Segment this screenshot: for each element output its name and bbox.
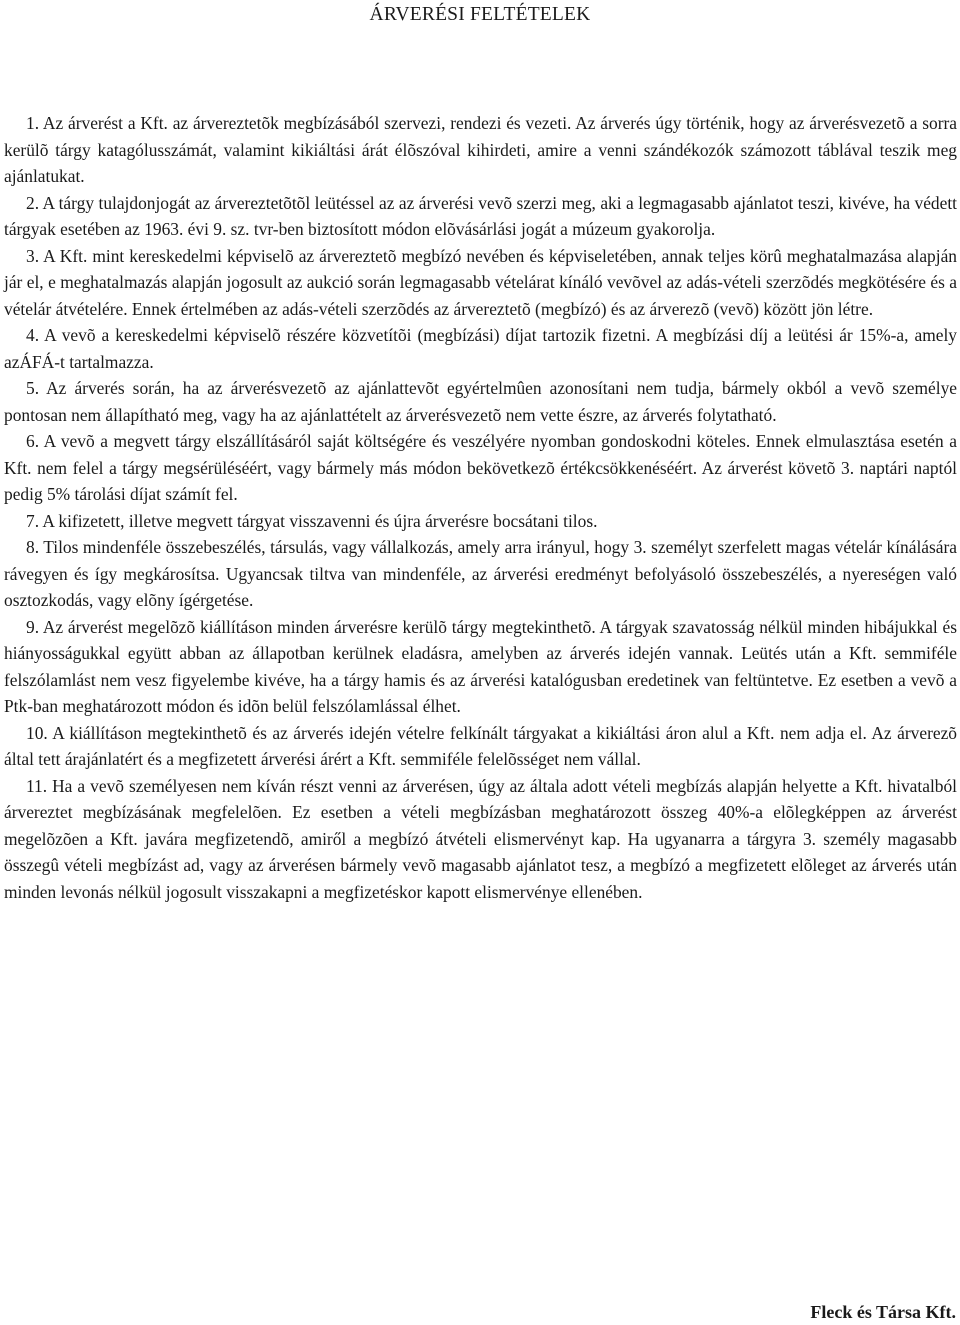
- term-9: 9. Az árverést megelõzõ kiállításon minden árverésre kerülõ tárgy megtekinthetõ. A tárgyak szavatosság nélkül minden hibájukkal és hiányosságukkal együtt abban az állapotban kerülnek eladásra, amelyben az árverés idején vannak. Leütés után a Kft. semmiféle felszólamlást nem vesz figyelembe kivéve, ha a tárgy hamis és az árverési katalógusban eredetinek van feltüntetve. Ez esetben a vevõ a Ptk-ban meghatározott módon és idõn belül felszólamlással élhet.: [4, 616, 957, 716]
- term-11: 11. Ha a vevõ személyesen nem kíván részt venni az árverésen, úgy az általa adott vételi megbízás alapján helyette a Kft. hivatalból árvereztet megbízásának megfelelõen. Ez esetben a vételi megbízásban meghatározott összeg 40%-a elõlegképpen az árverést megelõzõen a Kft. javára megfizetendõ, amiről a megbízó átvételi elismervényt kap. Ha ugyanarra a tárgyra 3. személy magasabb összegû vételi megbízást ad, vagy az árverésen bármely vevõ magasabb ajánlatot tesz, a megbízó a megfizetett elõleget az árverés után minden levonás nélkül jogosult visszakapni a megfizetéskor kapott elismervénye ellenében.: [4, 775, 957, 902]
- term-2: 2. A tárgy tulajdonjogát az árvereztetõtõl leütéssel az az árverési vevõ szerzi meg, aki a legmagasabb ajánlatot teszi, kivéve, ha védett tárgyak esetében az 1963. évi 9. sz. tvr-ben biztosított módon elõvásárlási jogát a múzeum gyakorolja.: [4, 192, 957, 239]
- term-10: 10. A kiállításon megtekinthetõ és az árverés idején vételre felkínált tárgyakat a kikiáltási áron alul a Kft. nem adja el. Az árverezõ által tett árajánlatért és a megfizetett árverési árért a Kft. semmiféle felelõsséget nem vállal.: [4, 722, 957, 769]
- terms-list: [4, 110, 957, 905]
- term-7: 7. A kifizetett, illetve megvett tárgyat visszavenni és újra árverésre bocsátani tilos.: [26, 510, 598, 531]
- footer-company-name: Fleck és Társa Kft.: [810, 1302, 956, 1322]
- term-3: 3. A Kft. mint kereskedelmi képviselõ az árvereztetõ megbízó nevében és képviseletében, annak teljes körû meghatalmazása alapján jár el, e meghatalmazás alapján jogosult az aukció során legmagasabb vételárat kínáló vevõvel az adás-vételi szerzõdés megkötésére és a vételár átvételére. Ennek értelmében az adás-vételi szerzõdés az árvereztetõ (megbízó) és az árverezõ (vevõ) között jön létre.: [4, 245, 957, 319]
- term-5: 5. Az árverés során, ha az árverésvezetõ az ajánlattevõt egyértelmûen azonosítani nem tudja, bármely okból a vevõ személye pontosan nem állapítható meg, vagy ha az ajánlattételt az árverésvezetõ nem vette észre, az árverés folytatható.: [4, 378, 957, 425]
- term-8: 8. Tilos mindenféle összebeszélés, társulás, vagy vállalkozás, amely arra irányul, hogy 3. személyt szerfelett magas vételár kínálására rávegyen és így megkárosítsa. Ugyancsak tiltva van mindenféle, az árverési eredményt befolyásoló összebeszélés, a nyereségen való osztozkodás, vagy elõny ígérgetése.: [4, 537, 957, 610]
- term-1: 1. Az árverést a Kft. az árvereztetõk megbízásából szervezi, rendezi és vezeti. Az árverés úgy történik, hogy az árverésvezetõ a sorra kerülõ tárgy katagólusszámát, valamint kikiáltási árát élõszóval kihirdeti, amire a venni szándékozók számozott táblával teszik meg ajánlatukat.: [4, 113, 957, 186]
- term-6: 6. A vevõ a megvett tárgy elszállításáról saját költségére és veszélyére nyomban gondoskodni köteles. Ennek elmulasztása esetén a Kft. nem felel a tárgy megsérüléséért, vagy bármely más módon bekövetkezõ értékcsökkenéséért. Az árverést követõ 3. naptári naptól pedig 5% tárolási díjat számít fel.: [4, 431, 957, 504]
- page-title: ÁRVERÉSI FELTÉTELEK: [369, 4, 591, 25]
- term-4: 4. A vevõ a kereskedelmi képviselõ részére közvetítõi (megbízási) díjat tartozik fizetni. A megbízási díj a leütési ár 15%-a, amely azÁFÁ-t tartalmazza.: [4, 325, 957, 372]
